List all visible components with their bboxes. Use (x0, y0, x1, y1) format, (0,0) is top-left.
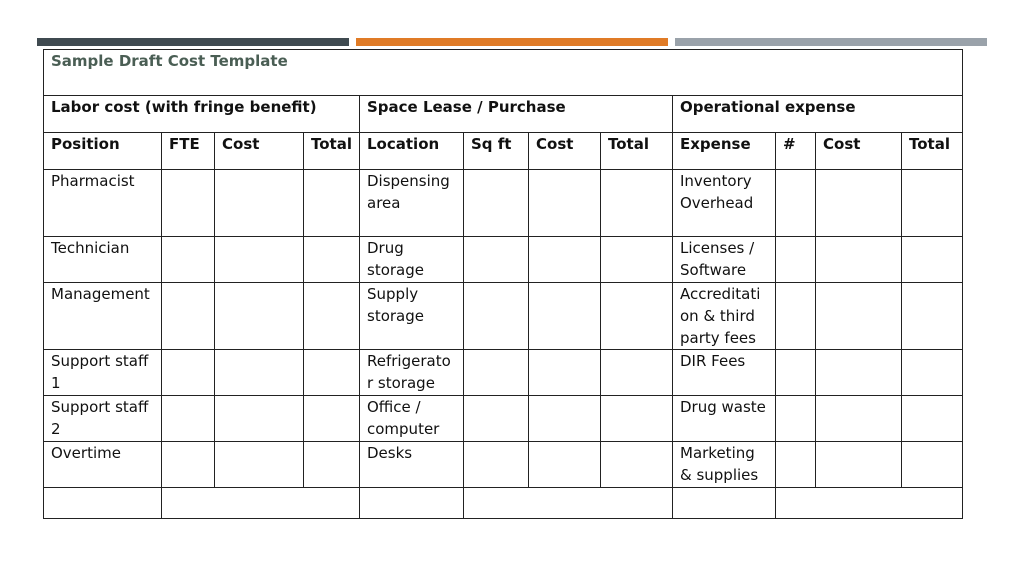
position-cell: Technician (44, 237, 162, 283)
labor-cost-cell[interactable] (215, 442, 304, 488)
count-cell[interactable] (776, 442, 816, 488)
col-sqft: Sq ft (464, 133, 529, 170)
labor-cost-cell[interactable] (215, 170, 304, 237)
table-row (44, 237, 963, 283)
fte-cell[interactable] (162, 396, 215, 442)
title-row (44, 50, 963, 96)
labor-cost-cell[interactable] (215, 350, 304, 396)
count-cell[interactable] (776, 283, 816, 350)
sqft-cell[interactable] (464, 442, 529, 488)
col-op-cost: Cost (816, 133, 902, 170)
sqft-cell[interactable] (464, 350, 529, 396)
expense-cell: Drug waste (673, 396, 776, 442)
table-row (44, 350, 963, 396)
table-row (44, 283, 963, 350)
space-cost-cell[interactable] (529, 283, 601, 350)
group-space: Space Lease / Purchase (360, 96, 673, 133)
col-fte: FTE (162, 133, 215, 170)
fte-cell[interactable] (162, 283, 215, 350)
count-cell[interactable] (776, 237, 816, 283)
labor-total-cell[interactable] (304, 350, 360, 396)
group-operational: Operational expense (673, 96, 963, 133)
location-cell: Office / computer (360, 396, 464, 442)
table-row-partial (44, 488, 963, 519)
location-cell: Desks (360, 442, 464, 488)
expense-cell: Inventory Overhead (673, 170, 776, 237)
op-total-cell[interactable] (902, 237, 963, 283)
col-op-total: Total (902, 133, 963, 170)
space-total-cell[interactable] (601, 170, 673, 237)
labor-total-cell[interactable] (304, 442, 360, 488)
position-cell: Management (44, 283, 162, 350)
expense-cell: Licenses / Software (673, 237, 776, 283)
labor-total-cell[interactable] (304, 237, 360, 283)
table-title: Sample Draft Cost Template (44, 50, 963, 96)
expense-cell: Marketing & supplies (673, 442, 776, 488)
op-total-cell[interactable] (902, 350, 963, 396)
count-cell[interactable] (776, 350, 816, 396)
space-total-cell[interactable] (601, 442, 673, 488)
expense-cell: DIR Fees (673, 350, 776, 396)
accent-bar-gray (675, 38, 987, 46)
count-cell[interactable] (776, 396, 816, 442)
col-expense: Expense (673, 133, 776, 170)
sqft-cell[interactable] (464, 396, 529, 442)
col-location: Location (360, 133, 464, 170)
fte-cell[interactable] (162, 170, 215, 237)
space-cost-cell[interactable] (529, 237, 601, 283)
location-cell: Dispensing area (360, 170, 464, 237)
space-total-cell[interactable] (601, 396, 673, 442)
labor-total-cell[interactable] (304, 170, 360, 237)
position-cell: Overtime (44, 442, 162, 488)
col-count: # (776, 133, 816, 170)
sqft-cell[interactable] (464, 170, 529, 237)
location-cell: Drug storage (360, 237, 464, 283)
cost-template-table (43, 49, 963, 519)
op-total-cell[interactable] (902, 170, 963, 237)
op-cost-cell[interactable] (816, 396, 902, 442)
space-total-cell[interactable] (601, 283, 673, 350)
col-position: Position (44, 133, 162, 170)
op-total-cell[interactable] (902, 442, 963, 488)
count-cell[interactable] (776, 170, 816, 237)
col-labor-total: Total (304, 133, 360, 170)
space-total-cell[interactable] (601, 350, 673, 396)
space-total-cell[interactable] (601, 237, 673, 283)
fte-cell[interactable] (162, 350, 215, 396)
labor-total-cell[interactable] (304, 283, 360, 350)
op-total-cell[interactable] (902, 396, 963, 442)
table-row (44, 442, 963, 488)
col-labor-cost: Cost (215, 133, 304, 170)
labor-cost-cell[interactable] (215, 237, 304, 283)
op-cost-cell[interactable] (816, 283, 902, 350)
position-cell: Support staff 1 (44, 350, 162, 396)
space-cost-cell[interactable] (529, 170, 601, 237)
table-row (44, 396, 963, 442)
labor-total-cell[interactable] (304, 396, 360, 442)
space-cost-cell[interactable] (529, 396, 601, 442)
location-cell: Refrigerator storage (360, 350, 464, 396)
space-cost-cell[interactable] (529, 350, 601, 396)
column-header-row (44, 133, 963, 170)
fte-cell[interactable] (162, 442, 215, 488)
group-header-row (44, 96, 963, 133)
op-cost-cell[interactable] (816, 350, 902, 396)
position-cell: Support staff 2 (44, 396, 162, 442)
labor-cost-cell[interactable] (215, 396, 304, 442)
sqft-cell[interactable] (464, 283, 529, 350)
col-space-cost: Cost (529, 133, 601, 170)
op-cost-cell[interactable] (816, 237, 902, 283)
op-total-cell[interactable] (902, 283, 963, 350)
fte-cell[interactable] (162, 237, 215, 283)
location-cell: Supply storage (360, 283, 464, 350)
sqft-cell[interactable] (464, 237, 529, 283)
labor-cost-cell[interactable] (215, 283, 304, 350)
accent-bar-orange (356, 38, 668, 46)
accent-bar-dark (37, 38, 349, 46)
op-cost-cell[interactable] (816, 442, 902, 488)
position-cell: Pharmacist (44, 170, 162, 237)
col-space-total: Total (601, 133, 673, 170)
op-cost-cell[interactable] (816, 170, 902, 237)
group-labor: Labor cost (with fringe benefit) (44, 96, 360, 133)
expense-cell: Accreditation & third party fees (673, 283, 776, 350)
space-cost-cell[interactable] (529, 442, 601, 488)
table-row (44, 170, 963, 237)
